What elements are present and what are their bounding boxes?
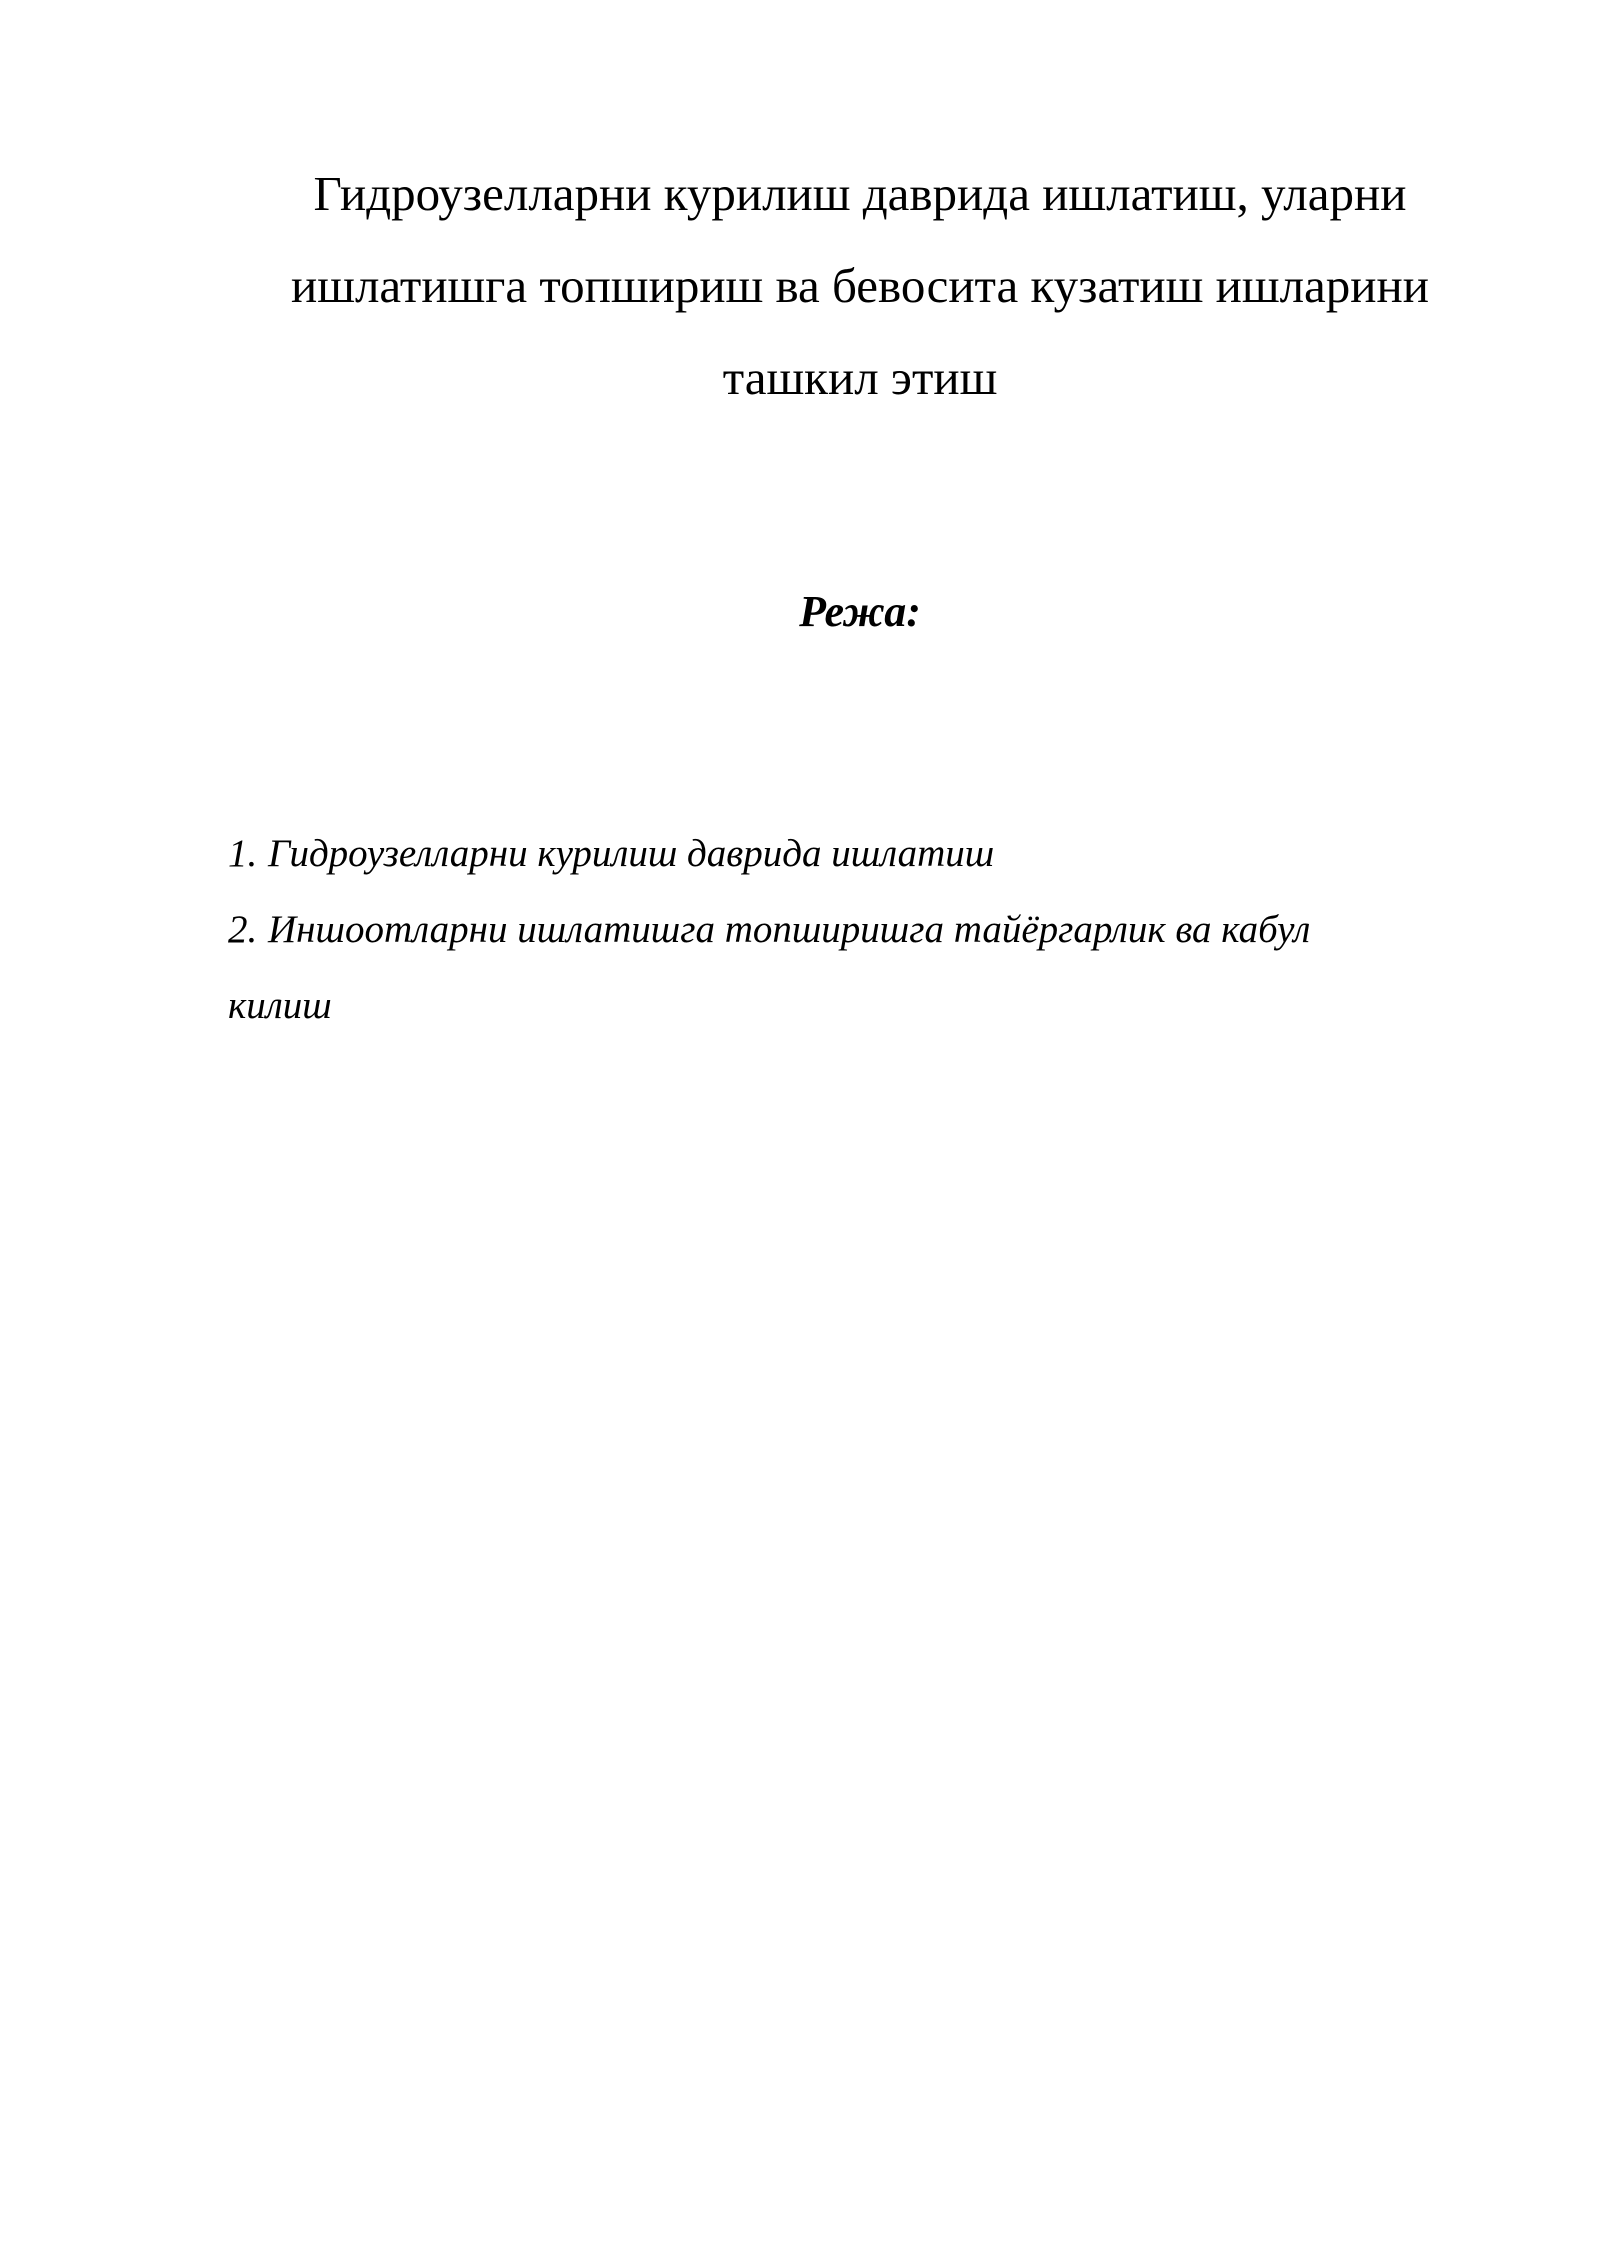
title-line: ташкил этиш: [722, 350, 998, 405]
plan-heading: Режа:: [799, 587, 921, 636]
plan-item-text: Гидроузелларни курилиш даврида ишлатиш: [268, 832, 995, 875]
plan-item: [228, 892, 1448, 968]
plan-item-continuation: килиш: [228, 984, 332, 1027]
plan-list: [228, 816, 1448, 1044]
plan-item-number: 2.: [228, 908, 258, 951]
title-line: Гидроузелларни курилиш даврида ишлатиш, уларни: [313, 166, 1407, 221]
title-line: ишлатишга топшириш ва бевосита кузатиш ишларини: [291, 258, 1429, 313]
plan-item-text: Иншоотларни ишлатишга топширишга тайёргарлик ва кабул: [268, 908, 1311, 951]
plan-item: [228, 816, 1448, 892]
plan-item-number: 1.: [228, 832, 258, 875]
document-title: [220, 148, 1500, 424]
